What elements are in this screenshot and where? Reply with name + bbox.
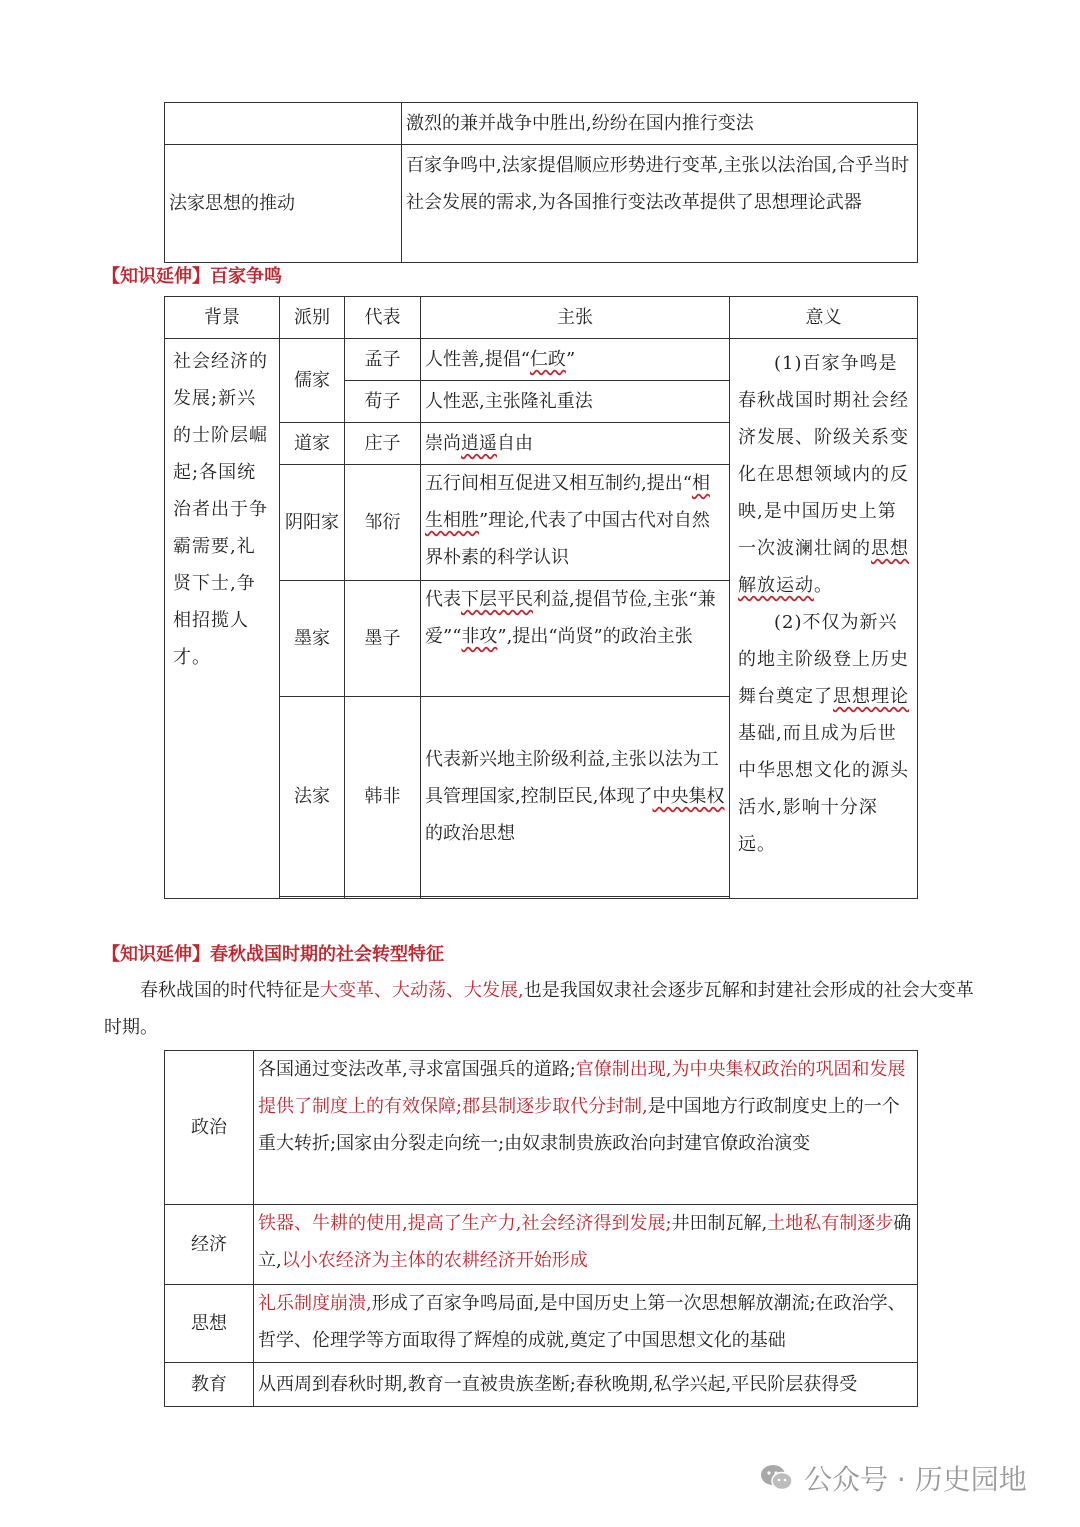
section-tag: 知识延伸 [120, 266, 192, 287]
cell-view-xunzi: 人性恶,主张隆礼重法 [421, 381, 730, 423]
intro-paragraph: 春秋战国的时代特征是大变革、大动荡、大发展,也是我国奴隶社会逐步瓦解和封建社会形成的社会大变革时期。 [104, 980, 974, 1038]
cell-view-zhuangzi: 崇尚逍遥自由 [421, 423, 730, 465]
table1-row2-left: 法家思想的推动 [165, 145, 402, 263]
section-title-text: 春秋战国时期的社会转型特征 [210, 944, 444, 965]
header-school: 派别 [280, 297, 345, 339]
bracket-close: 】 [192, 944, 210, 965]
cell-school-mo: 墨家 [280, 581, 345, 697]
row-label-thought: 思想 [165, 1285, 254, 1363]
cell-school-ru: 儒家 [280, 339, 345, 423]
table-social-transition [164, 1050, 918, 1407]
cell-rep-hanfei: 韩非 [345, 697, 421, 897]
row-content-economy: 铁器、牛耕的使用,提高了生产力,社会经济得到发展;井田制瓦解,土地私有制逐步确立,以小农经济为主体的农耕经济开始形成 [254, 1205, 918, 1285]
cell-rep-mencius: 孟子 [345, 339, 421, 381]
table-reform-causes [164, 102, 918, 263]
watermark [760, 1458, 1027, 1498]
row-content-education: 从西周到春秋时期,教育一直被贵族垄断;春秋晚期,私学兴起,平民阶层获得受 [254, 1363, 918, 1407]
table1-row1-left [165, 103, 402, 145]
cell-rep-xunzi: 荀子 [345, 381, 421, 423]
cell-school-dao: 道家 [280, 423, 345, 465]
row-label-politics: 政治 [165, 1051, 254, 1205]
cell-rep-zouyan: 邹衍 [345, 465, 421, 581]
cell-significance [730, 339, 918, 899]
cell-view-mozi: 代表下层平民利益,提倡节俭,主张“兼爱”“非攻”,提出“尚贤”的政治主张 [421, 581, 730, 697]
header-significance: 意义 [730, 297, 918, 339]
section-title-text: 百家争鸣 [210, 266, 282, 287]
bracket-open: 【 [102, 266, 120, 287]
cell-view-mencius: 人性善,提倡“仁政” [421, 339, 730, 381]
table1-row2-right: 百家争鸣中,法家提倡顺应形势进行变革,主张以法治国,合乎当时社会发展的需求,为各国推行变法改革提供了思想理论武器 [402, 145, 918, 263]
section-tag: 知识延伸 [120, 944, 192, 965]
wechat-icon [760, 1463, 794, 1493]
header-representative: 代表 [345, 297, 421, 339]
cell-school-yinyang: 阴阳家 [280, 465, 345, 581]
significance-2: (2)不仅为新兴的地主阶级登上历史舞台奠定了思想理论基础,而且成为后世中华思想文化的源头活水,影响十分深远。 [738, 612, 909, 855]
row-label-education: 教育 [165, 1363, 254, 1407]
bracket-close: 】 [192, 266, 210, 287]
bracket-open: 【 [102, 944, 120, 965]
table1-row1-right: 激烈的兼并战争中胜出,纷纷在国内推行变法 [402, 103, 918, 145]
row-label-economy: 经济 [165, 1205, 254, 1285]
cell-school-fa: 法家 [280, 697, 345, 897]
cell-view-hanfei: 代表新兴地主阶级利益,主张以法为工具管理国家,控制臣民,体现了中央集权的政治思想 [421, 697, 730, 897]
header-view: 主张 [421, 297, 730, 339]
cell-view-zouyan: 五行间相互促进又相互制约,提出“相生相胜”理论,代表了中国古代对自然界朴素的科学认识 [421, 465, 730, 581]
header-background: 背景 [165, 297, 280, 339]
section-title-hundred-schools [102, 262, 282, 288]
table-hundred-schools [164, 296, 918, 899]
row-content-politics: 各国通过变法改革,寻求富国强兵的道路;官僚制出现,为中央集权政治的巩固和发展提供了制度上的有效保障;郡县制逐步取代分封制,是中国地方行政制度史上的一个重大转折;国家由分裂走向统一;由奴隶制贵族政治向封建官僚政治演变 [254, 1051, 918, 1205]
cell-rep-zhuangzi: 庄子 [345, 423, 421, 465]
row-content-thought: 礼乐制度崩溃,形成了百家争鸣局面,是中国历史上第一次思想解放潮流;在政治学、哲学、伦理学等方面取得了辉煌的成就,奠定了中国思想文化的基础 [254, 1285, 918, 1363]
watermark-text: 公众号 · 历史园地 [804, 1463, 1027, 1496]
significance-1: (1)百家争鸣是春秋战国时期社会经济发展、阶级关系变化在思想领域内的反映,是中国历史上第一次波澜壮阔的思想解放运动。 [738, 353, 909, 596]
section-title-social-transition [102, 940, 444, 966]
cell-background: 社会经济的发展;新兴的士阶层崛起;各国统治者出于争霸需要,礼贤下士,争相招揽人才。 [165, 339, 280, 899]
cell-rep-mozi: 墨子 [345, 581, 421, 697]
